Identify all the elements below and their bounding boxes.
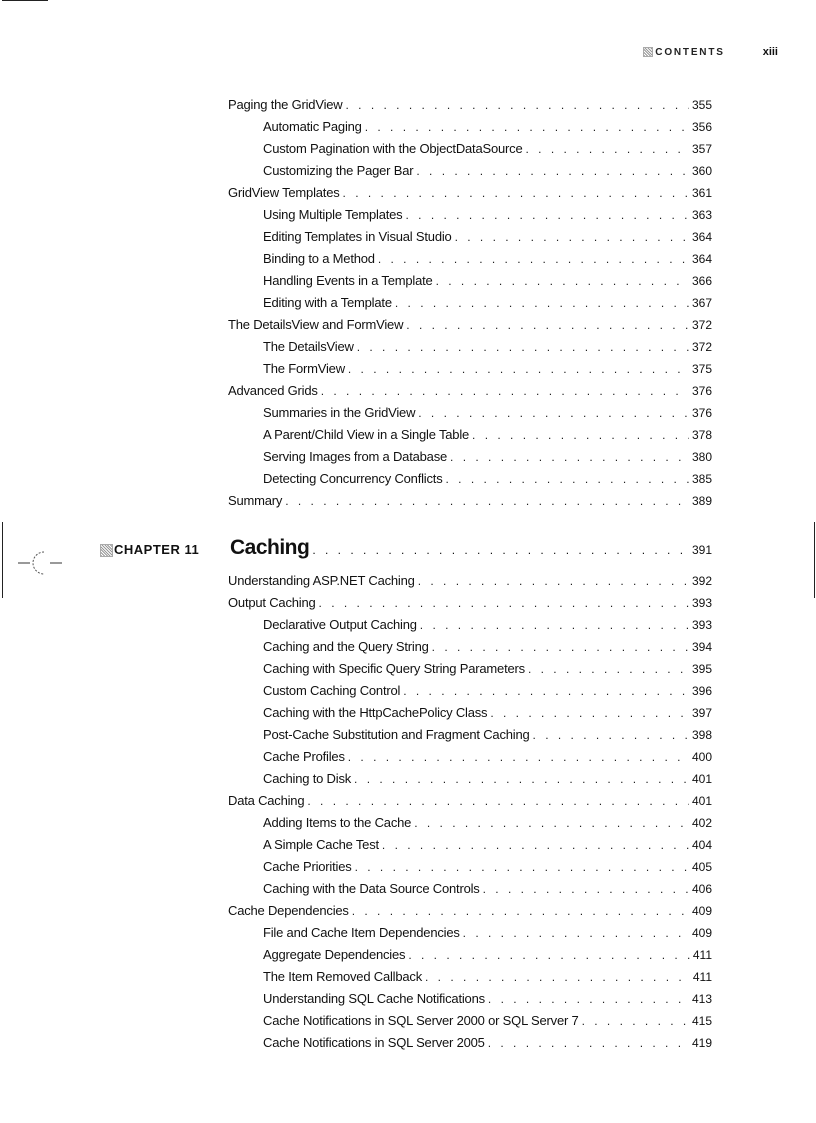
- registration-mark-icon: [18, 548, 62, 578]
- toc-entry: [228, 185, 712, 207]
- toc-entry-title: A Parent/Child View in a Single Table: [263, 427, 470, 442]
- toc-entry-title: Summary: [228, 493, 283, 508]
- dot-leader: [365, 120, 689, 134]
- toc-entry-page-number: 401: [691, 794, 712, 808]
- dot-leader: [533, 728, 689, 742]
- toc-entry-page-number: 380: [691, 450, 712, 464]
- toc-entry-page-number: 398: [691, 728, 712, 742]
- toc-entry-page-number: 356: [691, 120, 712, 134]
- toc-entry-page-number: 393: [691, 618, 712, 632]
- dot-leader: [345, 98, 688, 112]
- toc-entry-title: Output Caching: [228, 595, 316, 610]
- crop-mark-right: [814, 522, 815, 598]
- toc-entry: [228, 383, 712, 405]
- crop-mark-left: [2, 522, 3, 598]
- toc-entry-page-number: 409: [691, 904, 712, 918]
- crop-mark-top: [2, 0, 48, 1]
- toc-entry: [228, 163, 712, 185]
- toc-entry-page-number: 355: [691, 98, 712, 112]
- toc-entry: [228, 251, 712, 273]
- toc-entry-title: Advanced Grids: [228, 383, 318, 398]
- toc-entry: [228, 859, 712, 881]
- toc-entry: [228, 427, 712, 449]
- square-bullet-icon: [100, 544, 113, 557]
- toc-entry-title: Customizing the Pager Bar: [263, 163, 414, 178]
- toc-entry-title: Understanding ASP.NET Caching: [228, 573, 415, 588]
- toc-entry-title: Caching with the Data Source Controls: [263, 881, 480, 896]
- dot-leader: [528, 662, 689, 676]
- toc-entry: [228, 815, 712, 837]
- toc-entry-page-number: 406: [691, 882, 712, 896]
- toc-entry-title: The FormView: [263, 361, 345, 376]
- toc-entry-page-number: 404: [691, 838, 712, 852]
- toc-entry-page-number: 401: [691, 772, 712, 786]
- toc-entry-page-number: 357: [691, 142, 712, 156]
- dot-leader: [355, 860, 689, 874]
- toc-entry-title: The DetailsView and FormView: [228, 317, 404, 332]
- toc-entry: [228, 97, 712, 119]
- dot-leader: [406, 318, 689, 332]
- toc-entry-title: Detecting Concurrency Conflicts: [263, 471, 443, 486]
- dot-leader: [472, 428, 689, 442]
- toc-entry-title: Paging the GridView: [228, 97, 343, 112]
- toc-entry: [228, 273, 712, 295]
- toc-entry-title: Custom Caching Control: [263, 683, 401, 698]
- dot-leader: [488, 992, 689, 1006]
- square-bullet-icon: [643, 47, 653, 57]
- toc-entry-page-number: 392: [691, 574, 712, 588]
- dot-leader: [312, 543, 689, 557]
- toc-entry: [228, 141, 712, 163]
- toc-entry-page-number: 411: [692, 948, 712, 962]
- toc-entry-title: Caching to Disk: [263, 771, 352, 786]
- toc-entry: [228, 793, 712, 815]
- toc-entry-title: Caching with Specific Query String Parameters: [263, 661, 525, 676]
- toc-entry-title: Cache Notifications in SQL Server 2000 or SQL Server 7: [263, 1013, 579, 1028]
- toc-entry-title: A Simple Cache Test: [263, 837, 379, 852]
- dot-leader: [382, 838, 689, 852]
- toc-entry-page-number: 376: [691, 384, 712, 398]
- dot-leader: [285, 494, 689, 508]
- chapter-title: Caching: [230, 536, 310, 559]
- toc-entry-title: Editing with a Template: [263, 295, 392, 310]
- toc-entry-page-number: 372: [691, 318, 712, 332]
- toc-entry: [228, 749, 712, 771]
- toc-entry-title: Cache Dependencies: [228, 903, 349, 918]
- toc-entry-page-number: 415: [691, 1014, 712, 1028]
- toc-entry: [228, 119, 712, 141]
- dot-leader: [321, 384, 689, 398]
- toc-entry-page-number: 409: [691, 926, 712, 940]
- dot-leader: [395, 296, 689, 310]
- dot-leader: [488, 1036, 689, 1050]
- running-head-page-number: xiii: [762, 46, 778, 58]
- toc-entry: [228, 595, 712, 617]
- dot-leader: [307, 794, 689, 808]
- toc-entry: [228, 661, 712, 683]
- toc-entry: [228, 617, 712, 639]
- dot-leader: [436, 274, 689, 288]
- toc-entry: [228, 493, 712, 515]
- toc-section-caching: [228, 573, 712, 1057]
- toc-entry: [228, 207, 712, 229]
- dot-leader: [455, 230, 689, 244]
- dot-leader: [319, 596, 689, 610]
- running-head: [643, 44, 778, 60]
- toc-entry-title: Cache Notifications in SQL Server 2005: [263, 1035, 485, 1050]
- dot-leader: [418, 406, 689, 420]
- toc-entry-page-number: 413: [691, 992, 712, 1006]
- running-head-title: CONTENTS: [655, 46, 725, 58]
- dot-leader: [348, 750, 689, 764]
- toc-entry-title: Editing Templates in Visual Studio: [263, 229, 452, 244]
- toc-section-gridview: [228, 97, 712, 515]
- dot-leader: [425, 970, 690, 984]
- toc-entry-title: Custom Pagination with the ObjectDataSource: [263, 141, 523, 156]
- toc-entry-page-number: 394: [691, 640, 712, 654]
- toc-entry: [228, 361, 712, 383]
- toc-entry-page-number: 367: [691, 296, 712, 310]
- toc-entry: [228, 573, 712, 595]
- dot-leader: [463, 926, 689, 940]
- dot-leader: [352, 904, 689, 918]
- toc-entry: [228, 991, 712, 1013]
- toc-entry: [228, 705, 712, 727]
- toc-entry: [228, 471, 712, 493]
- dot-leader: [354, 772, 689, 786]
- dot-leader: [490, 706, 689, 720]
- toc-entry: [228, 229, 712, 251]
- toc-entry-page-number: 397: [691, 706, 712, 720]
- toc-entry: [228, 339, 712, 361]
- toc-entry: [228, 925, 712, 947]
- dot-leader: [403, 684, 689, 698]
- toc-entry-title: Binding to a Method: [263, 251, 375, 266]
- toc-entry-page-number: 360: [691, 164, 712, 178]
- toc-entry-page-number: 396: [691, 684, 712, 698]
- toc-entry-page-number: 364: [691, 230, 712, 244]
- toc-entry: [228, 639, 712, 661]
- toc-entry-page-number: 375: [691, 362, 712, 376]
- toc-entry: [228, 1035, 712, 1057]
- toc-entry-page-number: 372: [691, 340, 712, 354]
- toc-entry-page-number: 376: [691, 406, 712, 420]
- dot-leader: [405, 208, 688, 222]
- dot-leader: [483, 882, 689, 896]
- toc-entry-title: Data Caching: [228, 793, 305, 808]
- toc-entry-page-number: 385: [691, 472, 712, 486]
- toc-entry-title: Understanding SQL Cache Notifications: [263, 991, 485, 1006]
- toc-entry: [228, 947, 712, 969]
- toc-entry-title: Declarative Output Caching: [263, 617, 417, 632]
- toc-entry: [228, 727, 712, 749]
- dot-leader: [420, 618, 689, 632]
- toc-entry-page-number: 395: [691, 662, 712, 676]
- toc-entry-page-number: 400: [691, 750, 712, 764]
- toc-entry-title: Using Multiple Templates: [263, 207, 403, 222]
- toc-entry-title: Cache Priorities: [263, 859, 352, 874]
- toc-entry-title: Serving Images from a Database: [263, 449, 448, 464]
- toc-entry: [228, 449, 712, 471]
- toc-entry: [228, 837, 712, 859]
- toc-entry-title: Adding Items to the Cache: [263, 815, 412, 830]
- dot-leader: [418, 574, 689, 588]
- toc-entry-page-number: 361: [691, 186, 712, 200]
- dot-leader: [416, 164, 689, 178]
- toc-entry-page-number: 405: [691, 860, 712, 874]
- toc-entry: [228, 317, 712, 339]
- toc-entry-page-number: 363: [691, 208, 712, 222]
- toc-entry-title: The DetailsView: [263, 339, 354, 354]
- toc-entry-title: Caching and the Query String: [263, 639, 429, 654]
- chapter-page-number: 391: [691, 543, 712, 557]
- toc-entry-page-number: 378: [691, 428, 712, 442]
- dot-leader: [582, 1014, 689, 1028]
- toc-entry: [228, 903, 712, 925]
- toc-entry-title: Post-Cache Substitution and Fragment Caching: [263, 727, 530, 742]
- toc-entry-page-number: 364: [691, 252, 712, 266]
- toc-entry-title: Aggregate Dependencies: [263, 947, 406, 962]
- dot-leader: [378, 252, 689, 266]
- toc-entry-page-number: 402: [691, 816, 712, 830]
- toc-entry-page-number: 389: [691, 494, 712, 508]
- toc-entry-page-number: 419: [691, 1036, 712, 1050]
- toc-entry: [228, 969, 712, 991]
- toc-entry-title: The Item Removed Callback: [263, 969, 423, 984]
- dot-leader: [348, 362, 689, 376]
- toc-entry-page-number: 393: [691, 596, 712, 610]
- toc-entry-title: GridView Templates: [228, 185, 340, 200]
- dot-leader: [343, 186, 689, 200]
- dot-leader: [446, 472, 689, 486]
- toc-entry-title: Cache Profiles: [263, 749, 345, 764]
- toc-entry-title: Summaries in the GridView: [263, 405, 416, 420]
- toc-entry: [228, 295, 712, 317]
- toc-entry: [228, 771, 712, 793]
- toc-entry: [228, 405, 712, 427]
- dot-leader: [432, 640, 689, 654]
- dot-leader: [450, 450, 689, 464]
- toc-entry: [228, 683, 712, 705]
- dot-leader: [357, 340, 689, 354]
- toc-entry-page-number: 411: [692, 970, 712, 984]
- chapter-heading: [100, 536, 712, 564]
- toc-entry-title: Automatic Paging: [263, 119, 362, 134]
- toc-entry: [228, 1013, 712, 1035]
- toc-entry-title: File and Cache Item Dependencies: [263, 925, 460, 940]
- toc-entry-title: Handling Events in a Template: [263, 273, 433, 288]
- dot-leader: [414, 816, 689, 830]
- chapter-label: CHAPTER 11: [114, 542, 200, 557]
- toc-entry-page-number: 366: [691, 274, 712, 288]
- dot-leader: [408, 948, 690, 962]
- dot-leader: [526, 142, 689, 156]
- toc-entry-title: Caching with the HttpCachePolicy Class: [263, 705, 488, 720]
- toc-entry: [228, 881, 712, 903]
